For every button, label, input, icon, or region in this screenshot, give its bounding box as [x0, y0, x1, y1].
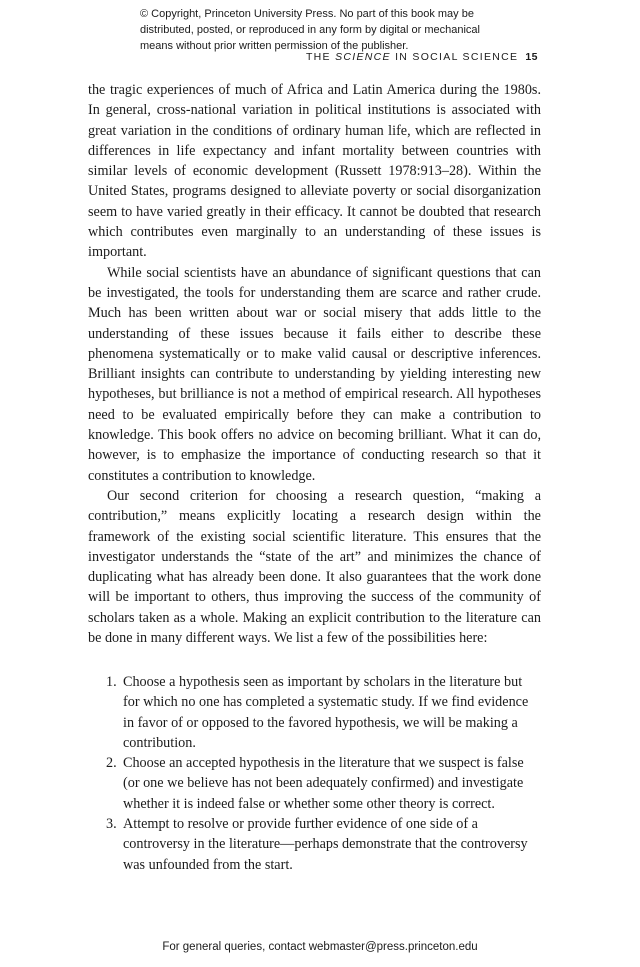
body-text	[88, 80, 541, 648]
footer-contact: For general queries, contact webmaster@press.princeton.edu	[162, 941, 478, 953]
copyright-line: means without prior written permission of the publisher.	[140, 40, 409, 52]
list-item-number: 3.	[106, 816, 117, 833]
list-item-number: 1.	[106, 674, 117, 690]
paragraph: the tragic experiences of much of Africa and Latin America during the 1980s. In general, cross-national variation in political institutions is associated with great variation in the conditions of ordinary human life, which are reflected in differences in life expectancy and infant mortality between countries with similar levels of economic development (Russett 1978:913–28). Within the United States, programs designed to alleviate poverty or social disorganization seem to have varied greatly in their efficacy. It cannot be doubted that research which contributes even marginally to an understanding of these issues is important.	[88, 82, 541, 261]
running-head-prefix: THE	[305, 51, 336, 63]
copyright-line: distributed, posted, or reproduced in any form by digital or mechanical	[140, 24, 480, 36]
numbered-list	[106, 672, 536, 875]
list-item	[106, 814, 536, 875]
copyright-notice	[140, 6, 520, 54]
list-item-number: 2.	[106, 755, 117, 772]
running-head-emphasis: SCIENCE	[335, 51, 391, 63]
running-head-suffix: IN SOCIAL SCIENCE	[390, 51, 519, 63]
paragraph: Our second criterion for choosing a research question, “making a contribution,” means explicitly locating a research design within the framework of the existing social scientific literature. This ensures that the investigator understands the “state of the art” and minimizes the chance of duplicating what has already been done. It also guarantees that the work done will be important to others, thus improving the success of the community of scholars taken as a whole. Making an explicit contribution to the literature can be done in many different ways. We list a few of the possibilities here:	[88, 487, 541, 647]
list-item-text: Choose a hypothesis seen as important by scholars in the literature but for which no one has completed a systematic study. If we find evidence in favor of or opposed to the favored hypothesis, we will be making a contribution.	[123, 674, 529, 751]
paragraph: While social scientists have an abundance of significant questions that can be investigated, the tools for understanding them are scarce and rather crude. Much has been written about war or social misery that adds little to the understanding of these issues because it fails either to describe these phenomena systematically or to make valid causal or descriptive inferences. Brilliant insights can contribute to understanding by yielding interesting new hypotheses, but brilliance is not a method of empirical research. All hypotheses need to be evaluated empirically before they can make a contribution to knowledge. This book offers no advice on becoming brilliant. What it can do, however, is to emphasize the importance of conducting research so that it constitutes a contribution to knowledge.	[88, 264, 541, 484]
list-item-text: Choose an accepted hypothesis in the literature that we suspect is false (or one we believe has not been adequately confirmed) and investigate whether it is indeed false or whether some other theory is correct.	[123, 755, 524, 812]
copyright-line: © Copyright, Princeton University Press. No part of this book may be	[140, 8, 474, 20]
page-number: 15	[525, 51, 538, 63]
list-item	[106, 672, 536, 753]
list-item	[106, 753, 536, 814]
list-item-text: Attempt to resolve or provide further evidence of one side of a controversy in the literature—perhaps demonstrate that the controversy was unfounded from the start.	[123, 816, 528, 873]
running-head	[306, 51, 538, 63]
